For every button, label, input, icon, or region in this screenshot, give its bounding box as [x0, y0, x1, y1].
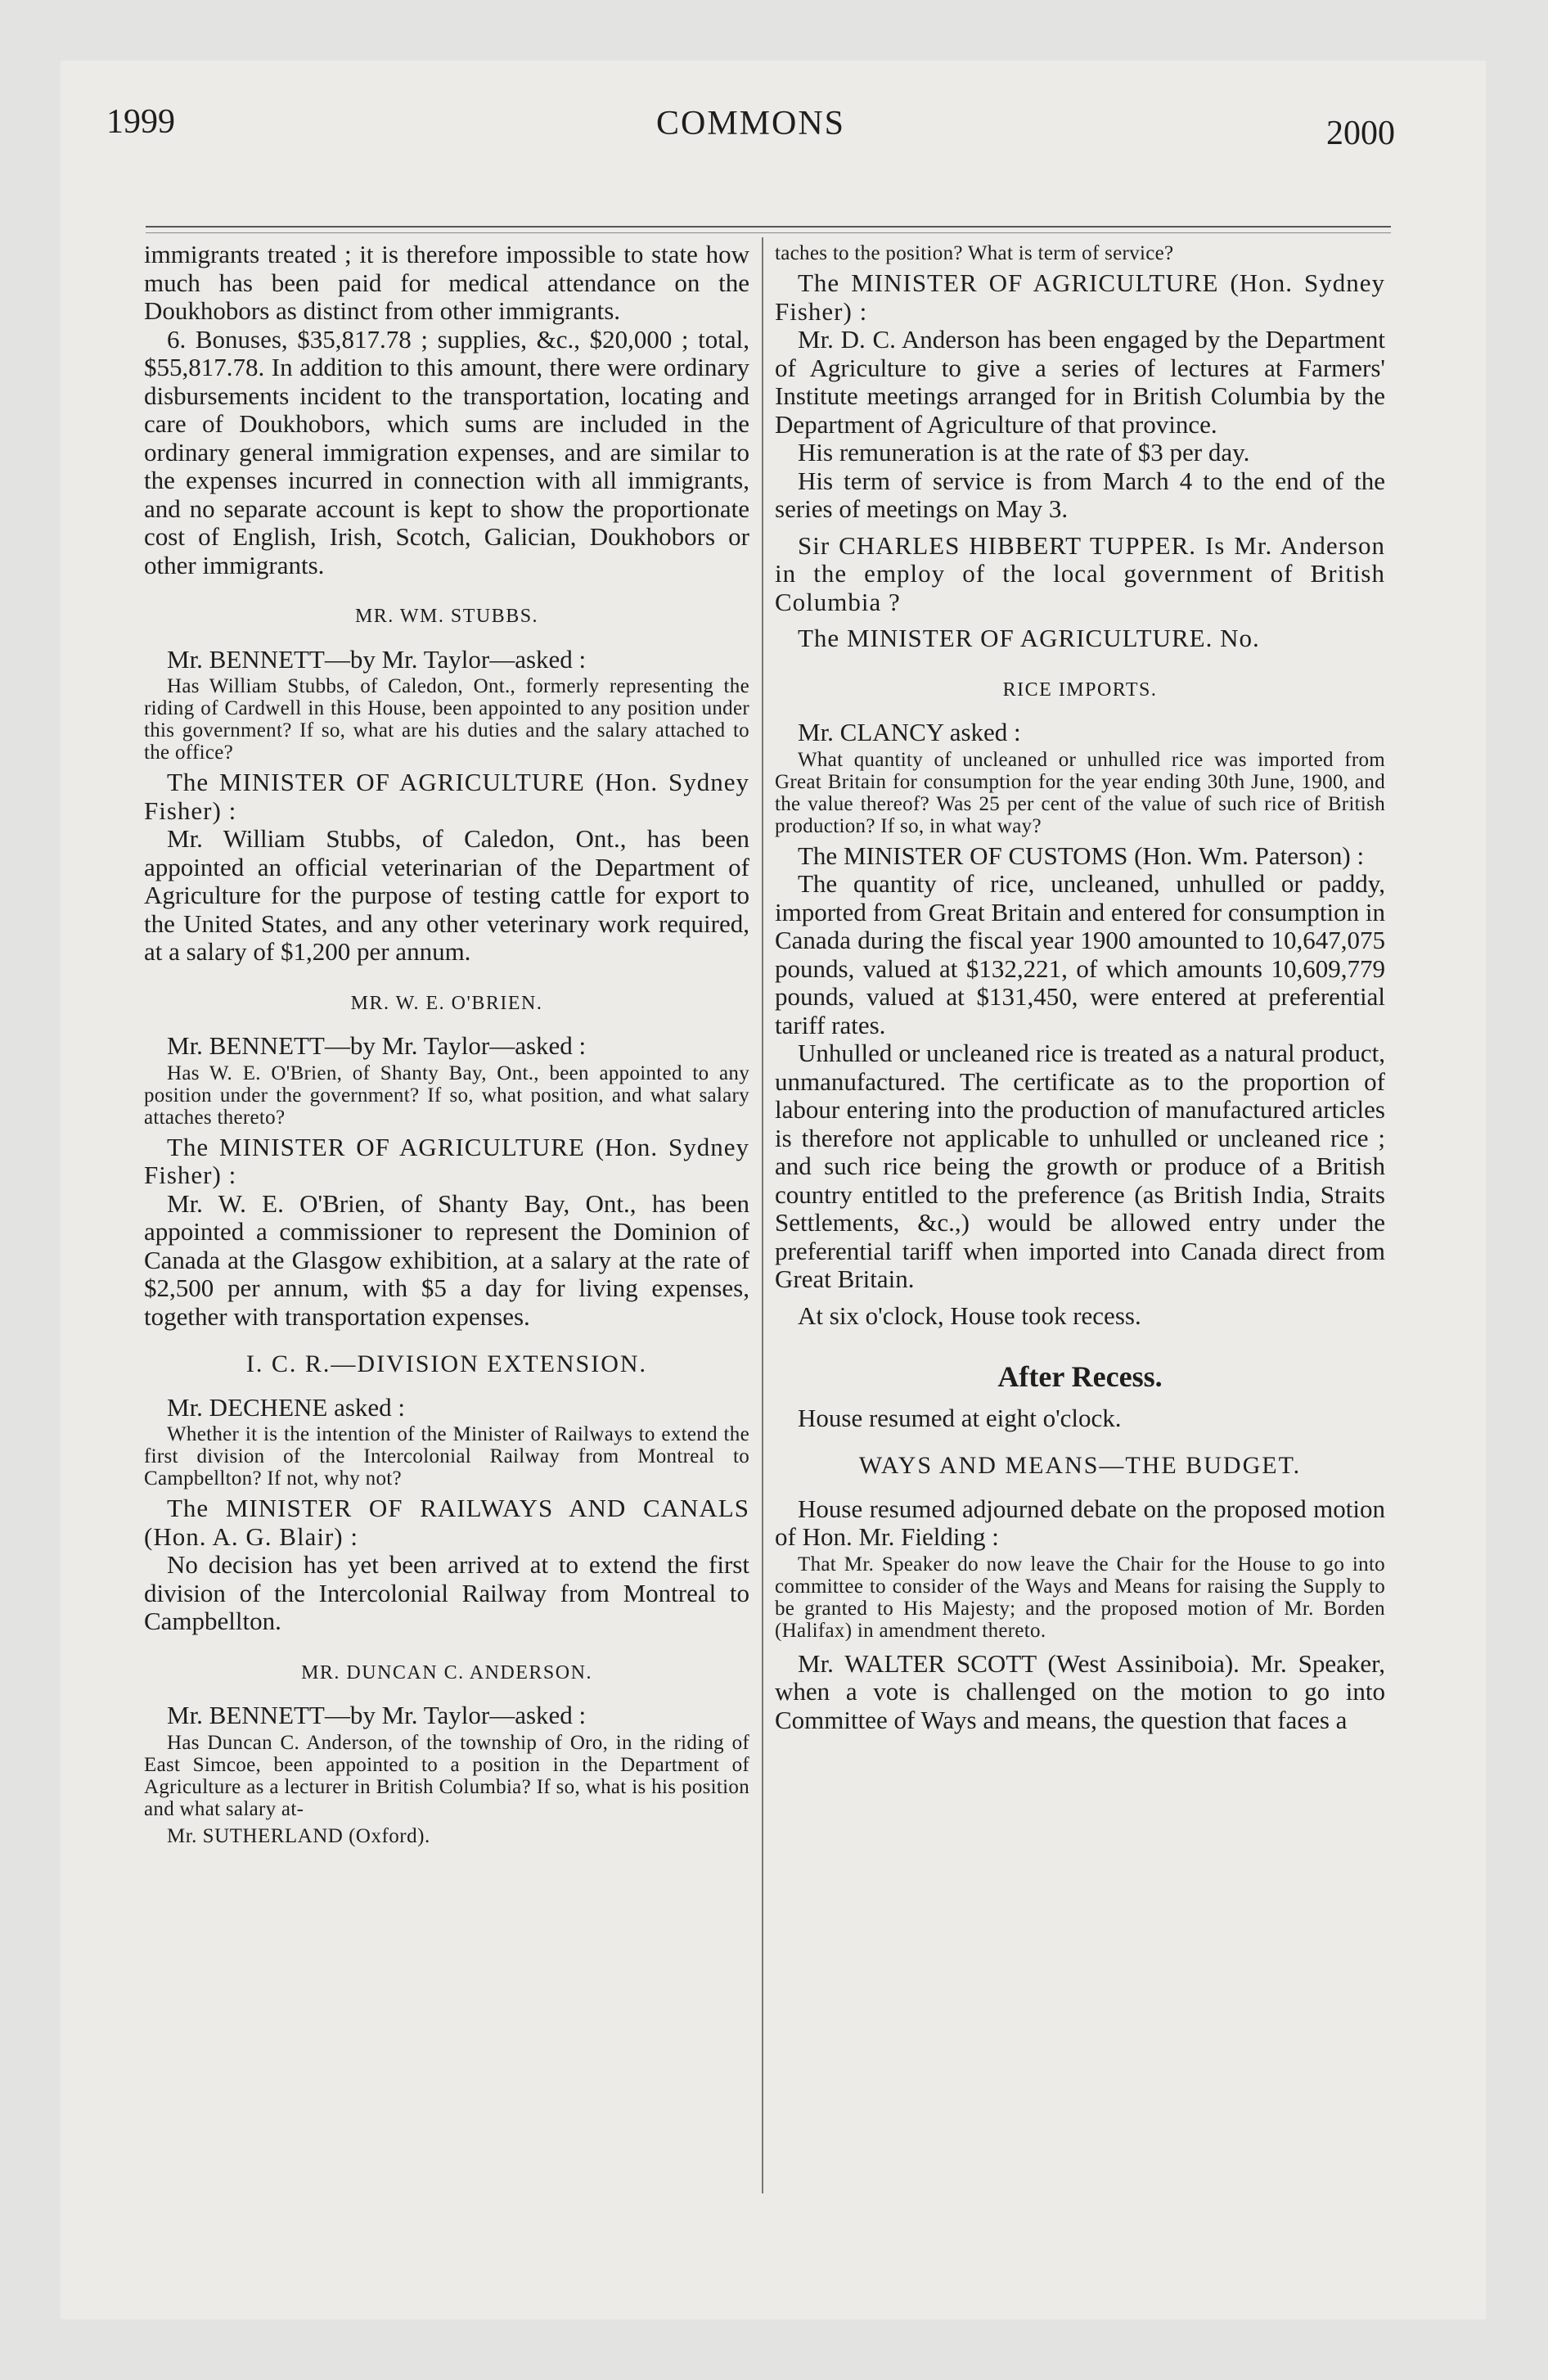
recess-note: At six o'clock, House took recess.: [798, 1300, 1141, 1330]
motion-text: That Mr. Speaker do now leave the Chair for the House to go into committee to consider of the Ways and Means for raising the Supply to be granted to His Majesty; and the proposed motion of Mr. Borden (Halifax) in amendment thereto.: [775, 1553, 1385, 1642]
question-text: What quantity of uncleaned or unhulled rice was imported from Great Britain for consumption for the year ending 30th June, 1900, and the value thereof? Was 25 per cent of the value of such rice of British production? If so, in what way?: [775, 748, 1385, 837]
section-heading: MR. DUNCAN C. ANDERSON.: [301, 1661, 592, 1684]
paragraph: immigrants treated ; it is therefore impossible to state how much has been paid for medical attendance on the Doukhobors as distinct from other immigrants.: [144, 240, 749, 325]
right-column: [775, 241, 1385, 1734]
speaker-question: Sir CHARLES HIBBERT TUPPER. Is Mr. Anderson in the employ of the local government of British Columbia ?: [775, 530, 1385, 616]
question-text: Has William Stubbs, of Caledon, Ont., formerly representing the riding of Cardwell in this House, been appointed to any position under this government? If so, what are his duties and the salary attached to the office?: [144, 675, 749, 764]
answer-text: Mr. W. E. O'Brien, of Shanty Bay, Ont., has been appointed a commissioner to represent the Dominion of Canada at the Glasgow exhibition, at a salary at the rate of $2,500 per annum, with $5 a day for living expenses, together with transportation expenses.: [144, 1188, 749, 1331]
section-heading: MR. W. E. O'BRIEN.: [350, 992, 543, 1014]
after-recess-heading: After Recess.: [997, 1360, 1163, 1393]
question-asker: Mr. BENNETT—by Mr. Taylor—asked :: [167, 644, 587, 674]
section-heading: RICE IMPORTS.: [1002, 678, 1158, 701]
section-heading: I. C. R.—DIVISION EXTENSION.: [245, 1350, 648, 1377]
minister-speaker: The MINISTER OF CUSTOMS (Hon. Wm. Paterson) :: [798, 841, 1365, 870]
question-text: Whether it is the intention of the Minister of Railways to extend the first division of the Intercolonial Railway from Montreal to Campbellton? If not, why not?: [144, 1423, 749, 1490]
speaker-line: Mr. SUTHERLAND (Oxford).: [167, 1824, 430, 1847]
question-asker: Mr. BENNETT—by Mr. Taylor—asked :: [167, 1031, 587, 1060]
answer-text: Unhulled or uncleaned rice is treated as a natural product, unmanufactured. The certificate as to the proportion of labour entering into the production of manufactured articles is therefore not applicable to unhulled or uncleaned rice ; and such rice being the growth or produce of a British country entitled to the preference (as British India, Straits Settlements, &c.,) would be allowed entry under the preferential tariff when imported into Canada direct from Great Britain.: [775, 1039, 1385, 1293]
header-rule-thin: [146, 232, 1391, 233]
minister-speaker: The MINISTER OF AGRICULTURE (Hon. Sydney Fisher) :: [775, 268, 1385, 326]
paragraph: 6. Bonuses, $35,817.78 ; supplies, &c., $20,000 ; total, $55,817.78. In addition to this amount, there were ordinary disbursements incident to the transportation, locating and care of Doukhobors, which sums are included in the ordinary general immigration expenses, and are similar to the expenses incurred in connection with all immigrants, and no separate account is kept to show the proportionate cost of English, Irish, Scotch, Galician, Doukhobors or other immigrants.: [144, 324, 749, 579]
header-rule: [146, 226, 1391, 228]
answer-text: His term of service is from March 4 to the end of the series of meetings on May 3.: [775, 466, 1385, 523]
resumed-note: House resumed at eight o'clock.: [798, 1403, 1122, 1432]
speech-text: Mr. WALTER SCOTT (West Assiniboia). Mr. Speaker, when a vote is challenged on the motion to go into Committee of Ways and means, the question that faces a: [775, 1648, 1385, 1734]
left-column: [144, 241, 749, 1848]
answer-text: His remuneration is at the rate of $3 per day.: [798, 438, 1250, 467]
page-number-left: 1999: [106, 103, 175, 141]
answer-text: Mr. William Stubbs, of Caledon, Ont., has been appointed an official veterinarian of the Department of Agriculture for the purpose of testing cattle for export to the United States, and any other veterinary work required, at a salary of $1,200 per annum.: [144, 824, 749, 966]
question-asker: Mr. DECHENE asked :: [167, 1392, 406, 1422]
minister-speaker: The MINISTER OF AGRICULTURE (Hon. Sydney Fisher) :: [144, 768, 749, 825]
answer-text: Mr. D. C. Anderson has been engaged by the Department of Agriculture to give a series of lectures at Farmers' Institute meetings arranged for in British Columbia by the Department of Agriculture of that province.: [775, 325, 1385, 439]
answer-text: No decision has yet been arrived at to extend the first division of the Intercolonial Railway from Montreal to Campbellton.: [144, 1550, 749, 1635]
answer-text: The quantity of rice, uncleaned, unhulled or paddy, imported from Great Britain and entered for consumption in Canada during the fiscal year 1900 amounted to 10,647,075 pounds, valued at $132,221, of which amounts 10,609,779 pounds, valued at $131,450, were entered at preferential tariff rates.: [775, 869, 1385, 1039]
column-divider: [762, 237, 763, 2193]
minister-speaker: The MINISTER OF RAILWAYS AND CANALS (Hon. A. G. Blair) :: [144, 1494, 749, 1551]
question-asker: Mr. BENNETT—by Mr. Taylor—asked :: [167, 1701, 587, 1729]
debate-note: House resumed adjourned debate on the proposed motion of Hon. Mr. Fielding :: [775, 1494, 1385, 1551]
page-number-right: 2000: [1326, 115, 1395, 152]
question-asker: Mr. CLANCY asked :: [798, 718, 1021, 746]
question-text: taches to the position? What is term of service?: [775, 242, 1174, 264]
minister-speaker: The MINISTER OF AGRICULTURE (Hon. Sydney Fisher) :: [144, 1132, 749, 1189]
question-text: Has W. E. O'Brien, of Shanty Bay, Ont., been appointed to any position under the government? If so, what position, and what salary attaches thereto?: [144, 1062, 749, 1129]
section-heading: MR. WM. STUBBS.: [354, 606, 539, 627]
page-header: [106, 94, 1395, 151]
minister-speaker: The MINISTER OF AGRICULTURE. No.: [798, 624, 1260, 652]
section-heading: WAYS AND MEANS—THE BUDGET.: [858, 1452, 1302, 1479]
running-title: COMMONS: [655, 105, 846, 142]
question-text: Has Duncan C. Anderson, of the township of Oro, in the riding of East Simcoe, been appointed to a position in the Department of Agriculture as a lecturer in British Columbia? If so, what is his position and what salary at-: [144, 1731, 749, 1820]
